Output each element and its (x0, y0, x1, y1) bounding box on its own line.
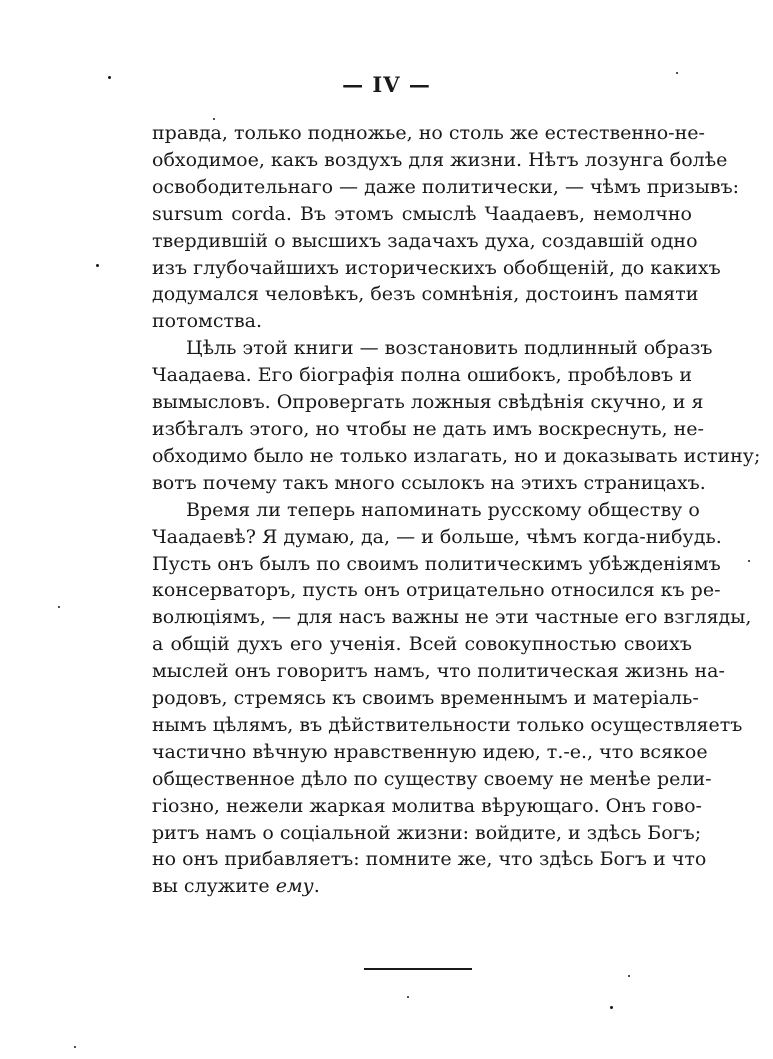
scan-speck (676, 72, 678, 74)
text-line: ритъ намъ о соціальной жизни: войдите, и здѣсь Богъ; (152, 821, 702, 844)
text-line: освободительнаго — даже политически, — чѣмъ призывъ: (152, 175, 740, 198)
scan-speck (74, 1046, 76, 1048)
text-line: обходимо было не только излагать, но и доказывать истину; (152, 444, 761, 467)
scan-speck (407, 996, 409, 998)
paragraph-2 (152, 335, 761, 496)
text-line: додумался человѣкъ, безъ сомнѣнія, достоинъ памяти (152, 283, 699, 306)
text-line: но онъ прибавляетъ: помните же, что здѣсь Богъ и что (152, 848, 707, 871)
text-line: обходимое, какъ воздухъ для жизни. Нѣтъ лозунга болѣе (152, 148, 728, 171)
text-line: Время ли теперь напоминать русскому обществу о (186, 498, 700, 521)
scan-speck (748, 560, 750, 562)
text-line: общественное дѣло по существу своему не менѣе рели- (152, 767, 712, 790)
text-line: консерваторъ, пусть онъ отрицательно относился къ ре- (152, 579, 721, 602)
text-line: родовъ, стремясь къ своимъ временнымъ и матеріаль- (152, 687, 699, 710)
closing-text: вы служите (152, 875, 276, 898)
text-line: правда, только подножье, но столь же естественно-не- (152, 122, 705, 144)
paragraph-1 (152, 120, 740, 335)
text-line: частично вѣчную нравственную идею, т.-е., что всякое (152, 740, 708, 763)
text-line: избѣгалъ этого, но чтобы не дать имъ воскреснуть, не- (152, 417, 704, 440)
scan-speck (58, 606, 60, 608)
scan-speck (628, 975, 630, 977)
text-line: мыслей онъ говоритъ намъ, что политическая жизнь на- (152, 660, 725, 683)
scan-speck (96, 264, 99, 267)
text-line: волюціямъ, — для насъ важны не эти частные его взгляды, (152, 606, 752, 629)
text-line-final (152, 873, 692, 900)
page-number-header: — IV — (342, 72, 431, 97)
scan-speck (213, 118, 215, 120)
text-line: потомства. (152, 310, 263, 333)
text-line: вымысловъ. Опровергать ложныя свѣдѣнія скучно, и я (152, 391, 704, 414)
text-line: sursum corda. Въ этомъ смыслѣ Чаадаевъ, немолчно (152, 202, 692, 225)
text-line: изъ глубочайшихъ историческихъ обобщеній, до какихъ (152, 256, 721, 279)
text-line: Чаадаева. Его біографія полна ошибокъ, пробѣловъ и (152, 364, 692, 387)
text-line: твердившій о высшихъ задачахъ духа, создавшій одно (152, 229, 698, 252)
text-line: Чаадаевѣ? Я думаю, да, — и больше, чѣмъ когда-нибудь. (152, 525, 722, 548)
text-line: гіозно, нежели жаркая молитва вѣрующаго. Онъ гово- (152, 794, 702, 817)
text-line: а общій духъ его ученія. Всей совокупностью своихъ (152, 633, 692, 656)
emphasized-word: ему (275, 875, 314, 898)
paragraph-3 (152, 497, 752, 901)
closing-punctuation: . (313, 875, 320, 898)
text-line: Цѣль этой книги — возстановить подлинный образъ (186, 337, 713, 360)
scan-speck (610, 1006, 613, 1009)
text-line: вотъ почему такъ много ссылокъ на этихъ страницахъ. (152, 471, 706, 494)
body-text (152, 120, 761, 900)
text-line: нымъ цѣлямъ, въ дѣйствительности только осуществляетъ (152, 713, 743, 736)
text-line: Пусть онъ былъ по своимъ политическимъ убѣжденіямъ (152, 552, 721, 575)
scan-speck (108, 76, 111, 79)
end-rule (364, 968, 472, 970)
